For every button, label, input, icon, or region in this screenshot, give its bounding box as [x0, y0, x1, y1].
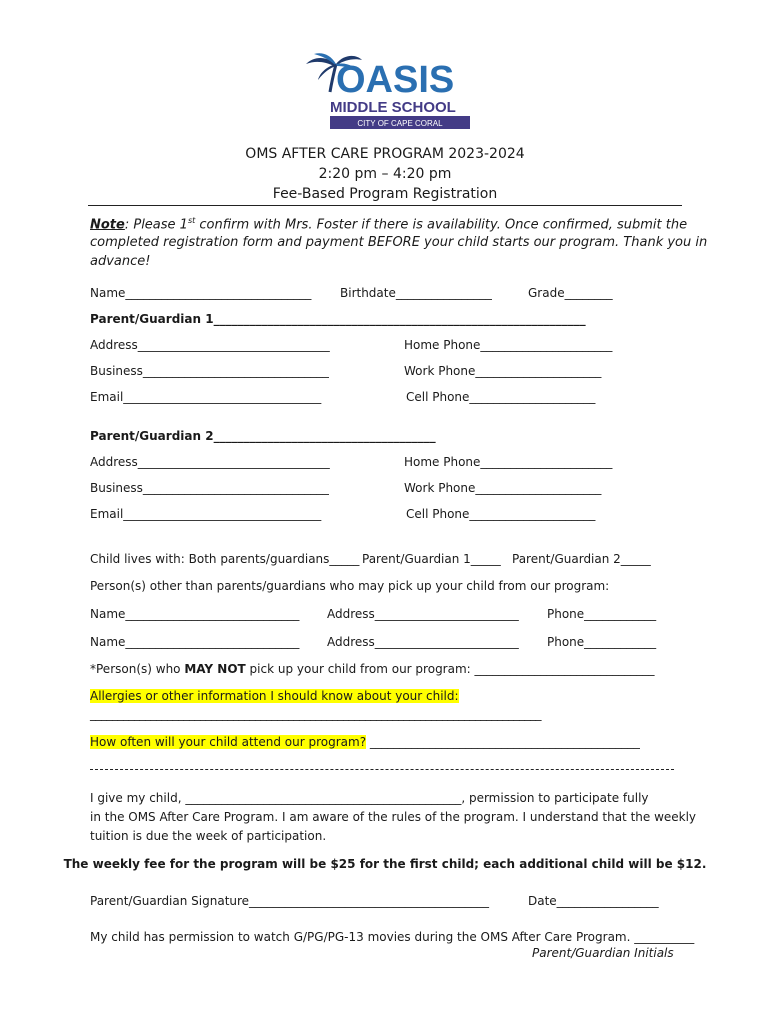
signature-date-field[interactable]: Date_________________: [528, 894, 659, 908]
oasis-middle-school-logo: [300, 50, 476, 134]
logo-city: CITY OF CAPE CORAL: [357, 119, 443, 128]
pickup-2-name-field[interactable]: Name_____________________________: [90, 635, 300, 649]
may-not-pickup-field[interactable]: *Person(s) who MAY NOT pick up your child from our program: ______________________________: [90, 662, 655, 676]
form-title: OMS AFTER CARE PROGRAM 2023-2024: [245, 146, 525, 162]
grade-field[interactable]: Grade________: [528, 286, 613, 300]
fee-notice: The weekly fee for the program will be $25 for the first child; each additional child will be $12.: [63, 857, 707, 871]
birthdate-field[interactable]: Birthdate________________: [340, 286, 492, 300]
note-label: Note: [90, 217, 125, 233]
pickup-1-name-field[interactable]: Name_____________________________: [90, 607, 300, 621]
guardian-2-work-phone-field[interactable]: Work Phone_____________________: [404, 481, 602, 495]
note-line-3: advance!: [90, 254, 151, 269]
guardian-1-address-field[interactable]: Address________________________________: [90, 338, 330, 352]
guardian-2-home-phone-field[interactable]: Home Phone______________________: [404, 455, 613, 469]
pickup-2-address-field[interactable]: Address________________________: [327, 635, 519, 649]
pickup-1-phone-field[interactable]: Phone____________: [547, 607, 657, 621]
permission-line-1[interactable]: I give my child, ______________________________________________, permission to participate fully: [90, 791, 649, 805]
form-subtitle: Fee-Based Program Registration: [272, 186, 498, 202]
guardian-1-business-field[interactable]: Business_______________________________: [90, 364, 329, 378]
pickup-intro: Person(s) other than parents/guardians who may pick up your child from our program:: [90, 579, 610, 593]
note-line-1: Note: Please 1st confirm with Mrs. Foster if there is availability. Once confirmed, submit the: [90, 216, 688, 233]
allergies-answer-line[interactable]: __________________________________________________________________________________: [90, 707, 541, 721]
logo-name: OASIS: [336, 59, 455, 101]
note-line-2: completed registration form and payment BEFORE your child starts our program. Thank you in: [90, 235, 708, 250]
guardian-2-email-field[interactable]: Email_________________________________: [90, 507, 322, 521]
guardian-2-cell-phone-field[interactable]: Cell Phone_____________________: [406, 507, 596, 521]
header-divider: [88, 205, 682, 206]
initials-label: Parent/Guardian Initials: [532, 946, 674, 960]
permission-line-3: tuition is due the week of participation.: [90, 829, 327, 843]
program-time: 2:20 pm – 4:20 pm: [318, 166, 452, 182]
logo-school: MIDDLE SCHOOL: [330, 99, 456, 116]
guardian-2-business-field[interactable]: Business_______________________________: [90, 481, 329, 495]
section-divider: [90, 769, 674, 770]
signature-field[interactable]: Parent/Guardian Signature________________________________________: [90, 894, 490, 908]
lives-with-pg1-field[interactable]: Parent/Guardian 1_____: [362, 552, 501, 566]
pickup-1-address-field[interactable]: Address________________________: [327, 607, 519, 621]
guardian-1-cell-phone-field[interactable]: Cell Phone_____________________: [406, 390, 596, 404]
guardian-2-heading[interactable]: Parent/Guardian 2_____________________________________: [90, 429, 436, 443]
frequency-field[interactable]: How often will your child attend our program? _____________________________________________: [90, 735, 640, 749]
guardian-1-heading[interactable]: Parent/Guardian 1______________________________________________________________: [90, 312, 586, 326]
movie-permission-field[interactable]: My child has permission to watch G/PG/PG-13 movies during the OMS After Care Program. __________: [90, 930, 695, 944]
pickup-2-phone-field[interactable]: Phone____________: [547, 635, 657, 649]
lives-with-both-field[interactable]: Child lives with: Both parents/guardians_____: [90, 552, 360, 566]
guardian-1-email-field[interactable]: Email_________________________________: [90, 390, 322, 404]
allergies-question: Allergies or other information I should know about your child:: [90, 689, 459, 703]
lives-with-pg2-field[interactable]: Parent/Guardian 2_____: [512, 552, 651, 566]
guardian-1-home-phone-field[interactable]: Home Phone______________________: [404, 338, 613, 352]
student-name-field[interactable]: Name_______________________________: [90, 286, 312, 300]
permission-line-2: in the OMS After Care Program. I am aware of the rules of the program. I understand that the weekly: [90, 810, 697, 824]
guardian-2-address-field[interactable]: Address________________________________: [90, 455, 330, 469]
guardian-1-work-phone-field[interactable]: Work Phone_____________________: [404, 364, 602, 378]
